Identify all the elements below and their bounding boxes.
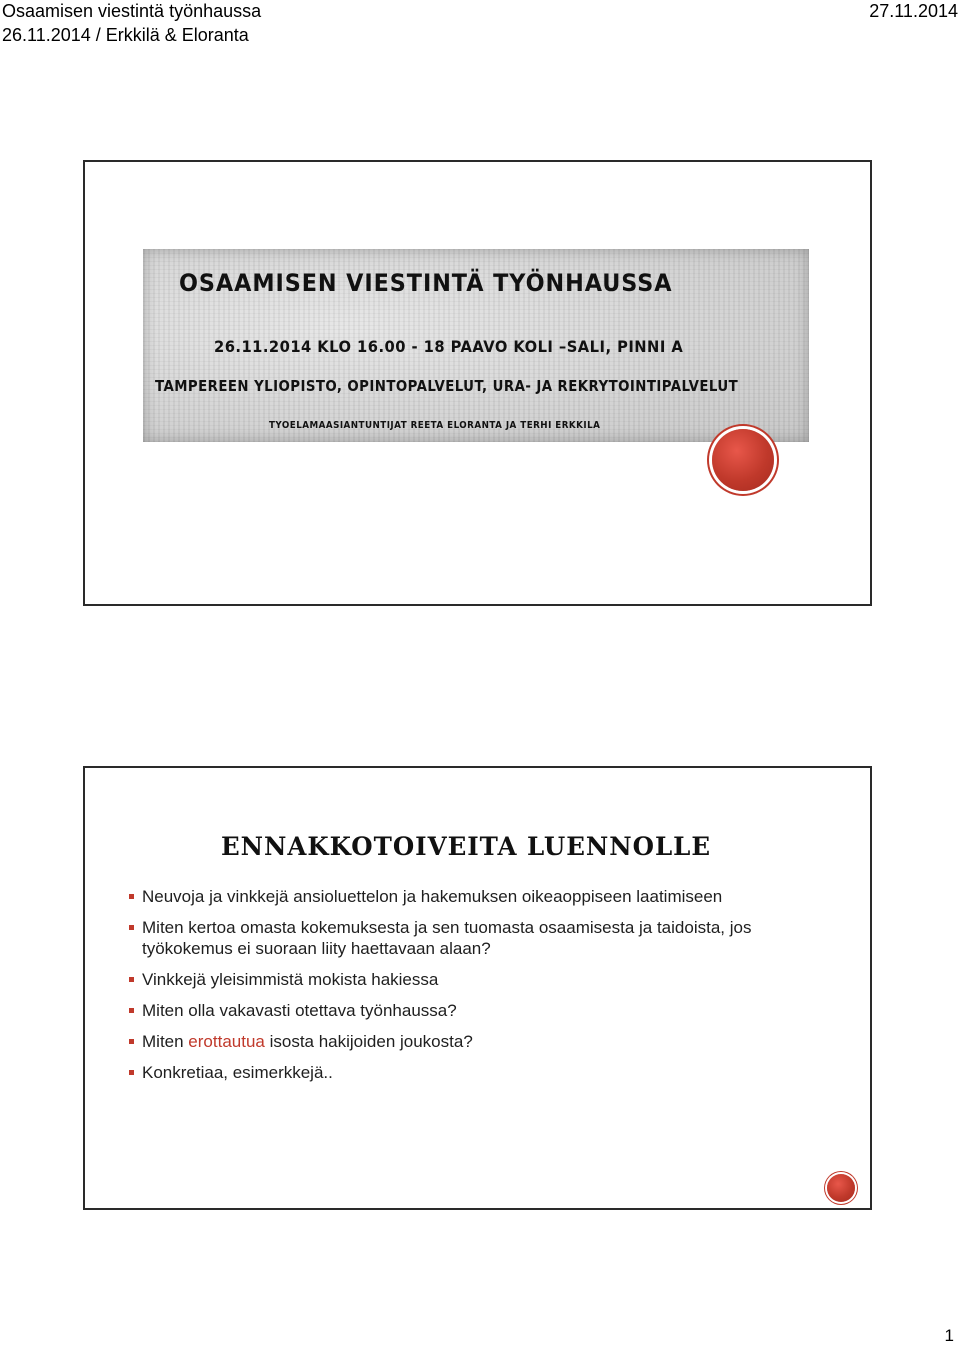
slide-2 (83, 766, 872, 1210)
slide-1 (83, 160, 872, 606)
banner-date-line: 26.11.2014 KLO 16.00 - 18 PAAVO KOLI –SALI, PINNI A (214, 337, 684, 356)
document-date: 27.11.2014 (869, 1, 958, 21)
bullet-list (129, 886, 769, 1093)
bullet-icon (129, 1039, 134, 1044)
title-banner (143, 249, 809, 442)
bullet-item: Neuvoja ja vinkkejä ansioluettelon ja hakemuksen oikeaoppiseen laatimiseen (129, 886, 769, 907)
page-number: 1 (944, 1326, 954, 1345)
document-subtitle: 26.11.2014 / Erkkilä & Eloranta (2, 25, 249, 45)
bullet-icon (129, 1008, 134, 1013)
bullet-icon (129, 925, 134, 930)
red-circle-badge (712, 429, 774, 491)
bullet-item: Miten erottautua isosta hakijoiden joukosta? (129, 1031, 769, 1052)
bullet-icon (129, 894, 134, 899)
slide-title: ENNAKKOTOIVEITA LUENNOLLE (221, 832, 712, 861)
red-circle-badge (827, 1174, 855, 1202)
banner-title: OSAAMISEN VIESTINTÄ TYÖNHAUSSA (179, 269, 673, 297)
banner-experts-line: TYÖELÄMÄASIANTUNTIJAT REETA ELORANTA JA TERHI ERKKILÄ (269, 420, 601, 431)
banner-org-line: TAMPEREEN YLIOPISTO, OPINTOPALVELUT, URA- JA REKRYTOINTIPALVELUT (155, 377, 739, 395)
document-title: Osaamisen viestintä työnhaussa (2, 1, 262, 21)
bullet-icon (129, 977, 134, 982)
bullet-item: Miten olla vakavasti otettava työnhaussa? (129, 1000, 769, 1021)
highlighted-word: erottautua (188, 1032, 265, 1051)
bullet-icon (129, 1070, 134, 1075)
bullet-item: Konkretiaa, esimerkkejä.. (129, 1062, 769, 1083)
bullet-item: Vinkkejä yleisimmistä mokista hakiessa (129, 969, 769, 990)
bullet-item: Miten kertoa omasta kokemuksesta ja sen tuomasta osaamisesta ja taidoista, jos työkokemus ei suoraan liity haettavaan alaan? (129, 917, 769, 959)
